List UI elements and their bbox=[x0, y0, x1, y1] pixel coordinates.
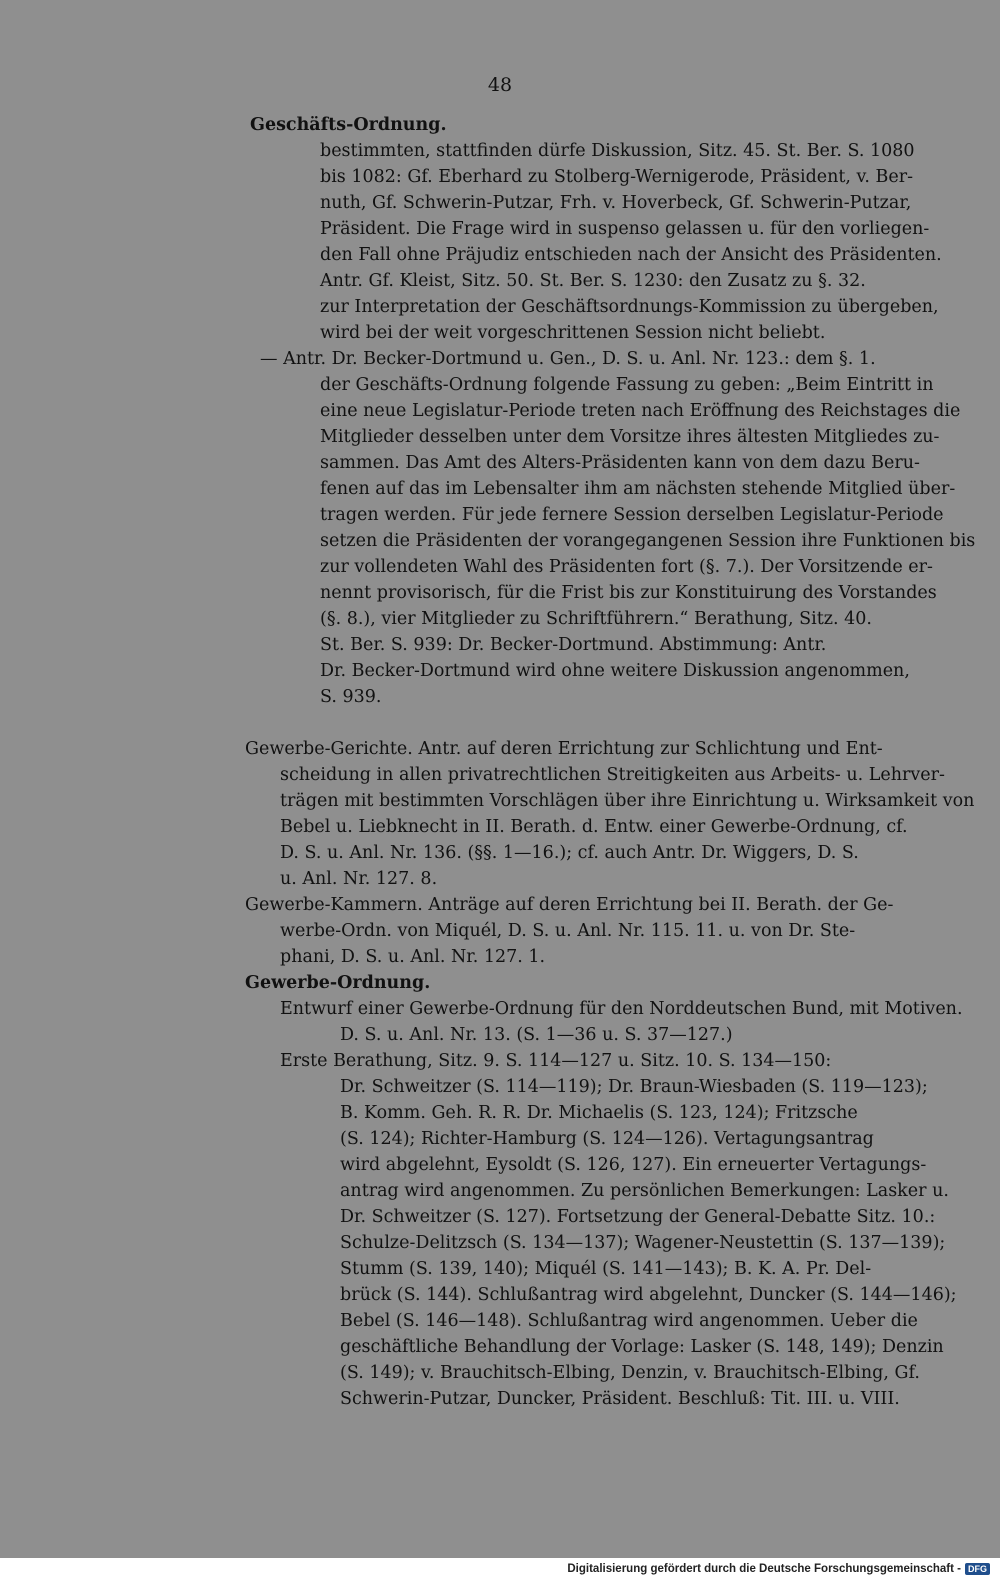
text-line: bestimmten, stattfinden dürfe Diskussion, Sitz. 45. St. Ber. S. 1080 bbox=[320, 141, 915, 161]
text-line: der Geschäfts-Ordnung folgende Fassung zu geben: „Beim Eintritt in bbox=[320, 375, 934, 395]
text-line: (§. 8.), vier Mitglieder zu Schriftführern.“ Berathung, Sitz. 40. bbox=[320, 609, 872, 629]
text-line: Dr. Becker-Dortmund wird ohne weitere Diskussion angenommen, bbox=[320, 661, 910, 681]
footer-text: Digitalisierung gefördert durch die Deutsche Forschungsgemeinschaft - bbox=[567, 1563, 961, 1575]
text-line: Präsident. Die Frage wird in suspenso gelassen u. für den vorliegen- bbox=[320, 219, 930, 239]
text-line: zur Interpretation der Geschäftsordnungs-Kommission zu übergeben, bbox=[320, 297, 939, 317]
text-line: B. Komm. Geh. R. R. Dr. Michaelis (S. 123, 124); Fritzsche bbox=[340, 1103, 858, 1123]
text-line: (S. 124); Richter-Hamburg (S. 124—126). Vertagungsantrag bbox=[340, 1129, 874, 1149]
text-line: phani, D. S. u. Anl. Nr. 127. 1. bbox=[280, 947, 546, 967]
text-line: Schwerin-Putzar, Duncker, Präsident. Beschluß: Tit. III. u. VIII. bbox=[340, 1389, 900, 1409]
text-line: trägen mit bestimmten Vorschlägen über ihre Einrichtung u. Wirksamkeit von bbox=[280, 791, 975, 811]
text-line: nennt provisorisch, für die Frist bis zur Konstituirung des Vorstandes bbox=[320, 583, 937, 603]
text-line: Erste Berathung, Sitz. 9. S. 114—127 u. Sitz. 10. S. 134—150: bbox=[280, 1051, 832, 1071]
text-line: Mitglieder desselben unter dem Vorsitze ihres ältesten Mitgliedes zu- bbox=[320, 427, 940, 447]
text-line: Bebel (S. 146—148). Schlußantrag wird angenommen. Ueber die bbox=[340, 1311, 918, 1331]
text-line: Stumm (S. 139, 140); Miquél (S. 141—143); B. K. A. Pr. Del- bbox=[340, 1259, 872, 1279]
text-line: setzen die Präsidenten der vorangegangenen Session ihre Funktionen bis bbox=[320, 531, 976, 551]
text-line: D. S. u. Anl. Nr. 136. (§§. 1—16.); cf. auch Antr. Dr. Wiggers, D. S. bbox=[280, 843, 859, 863]
text-line: Entwurf einer Gewerbe-Ordnung für den Norddeutschen Bund, mit Motiven. bbox=[280, 999, 963, 1019]
page-number: 48 bbox=[487, 74, 513, 96]
section-heading: Gewerbe-Ordnung. bbox=[245, 973, 431, 993]
text-line: geschäftliche Behandlung der Vorlage: Lasker (S. 148, 149); Denzin bbox=[340, 1337, 944, 1357]
text-line: tragen werden. Für jede fernere Session derselben Legislatur-Periode bbox=[320, 505, 944, 525]
text-line: scheidung in allen privatrechtlichen Streitigkeiten aus Arbeits- u. Lehrver- bbox=[280, 765, 945, 785]
text-line: brück (S. 144). Schlußantrag wird abgelehnt, Duncker (S. 144—146); bbox=[340, 1285, 957, 1305]
text-line: u. Anl. Nr. 127. 8. bbox=[280, 869, 438, 889]
text-line: S. 939. bbox=[320, 687, 382, 707]
text-line: den Fall ohne Präjudiz entschieden nach der Ansicht des Präsidenten. bbox=[320, 245, 942, 265]
section-heading: Geschäfts-Ordnung. bbox=[250, 115, 447, 135]
text-line: Dr. Schweitzer (S. 114—119); Dr. Braun-Wiesbaden (S. 119—123); bbox=[340, 1077, 928, 1097]
text-line: fenen auf das im Lebensalter ihm am nächsten stehende Mitglied über- bbox=[320, 479, 956, 499]
digitization-footer bbox=[0, 1558, 1000, 1580]
text-line: werbe-Ordn. von Miquél, D. S. u. Anl. Nr. 115. 11. u. von Dr. Ste- bbox=[280, 921, 856, 941]
text-line: Antr. Gf. Kleist, Sitz. 50. St. Ber. S. 1230: den Zusatz zu §. 32. bbox=[320, 271, 866, 291]
text-line: — Antr. Dr. Becker-Dortmund u. Gen., D. S. u. Anl. Nr. 123.: dem §. 1. bbox=[260, 349, 876, 369]
text-line: St. Ber. S. 939: Dr. Becker-Dortmund. Abstimmung: Antr. bbox=[320, 635, 827, 655]
text-line: zur vollendeten Wahl des Präsidenten fort (§. 7.). Der Vorsitzende er- bbox=[320, 557, 933, 577]
text-line: D. S. u. Anl. Nr. 13. (S. 1—36 u. S. 37—127.) bbox=[340, 1025, 733, 1045]
entry-line: Gewerbe-Gerichte. Antr. auf deren Errichtung zur Schlichtung und Ent- bbox=[245, 739, 883, 759]
text-line: bis 1082: Gf. Eberhard zu Stolberg-Wernigerode, Präsident, v. Ber- bbox=[320, 167, 913, 187]
text-line: nuth, Gf. Schwerin-Putzar, Frh. v. Hoverbeck, Gf. Schwerin-Putzar, bbox=[320, 193, 912, 213]
entry-line: Gewerbe-Kammern. Anträge auf deren Errichtung bei II. Berath. der Ge- bbox=[245, 895, 894, 915]
text-line: wird abgelehnt, Eysoldt (S. 126, 127). Ein erneuerter Vertagungs- bbox=[340, 1155, 927, 1175]
text-line: wird bei der weit vorgeschrittenen Session nicht beliebt. bbox=[320, 323, 826, 343]
text-line: antrag wird angenommen. Zu persönlichen Bemerkungen: Lasker u. bbox=[340, 1181, 949, 1201]
text-line: eine neue Legislatur-Periode treten nach Eröffnung des Reichstages die bbox=[320, 401, 961, 421]
text-line: (S. 149); v. Brauchitsch-Elbing, Denzin, v. Brauchitsch-Elbing, Gf. bbox=[340, 1363, 920, 1383]
dfg-logo-icon: DFG bbox=[965, 1563, 990, 1575]
text-line: Schulze-Delitzsch (S. 134—137); Wagener-Neustettin (S. 137—139); bbox=[340, 1233, 946, 1253]
text-line: Bebel u. Liebknecht in II. Berath. d. Entw. einer Gewerbe-Ordnung, cf. bbox=[280, 817, 908, 837]
text-line: Dr. Schweitzer (S. 127). Fortsetzung der General-Debatte Sitz. 10.: bbox=[340, 1207, 936, 1227]
text-line: sammen. Das Amt des Alters-Präsidenten kann von dem dazu Beru- bbox=[320, 453, 920, 473]
